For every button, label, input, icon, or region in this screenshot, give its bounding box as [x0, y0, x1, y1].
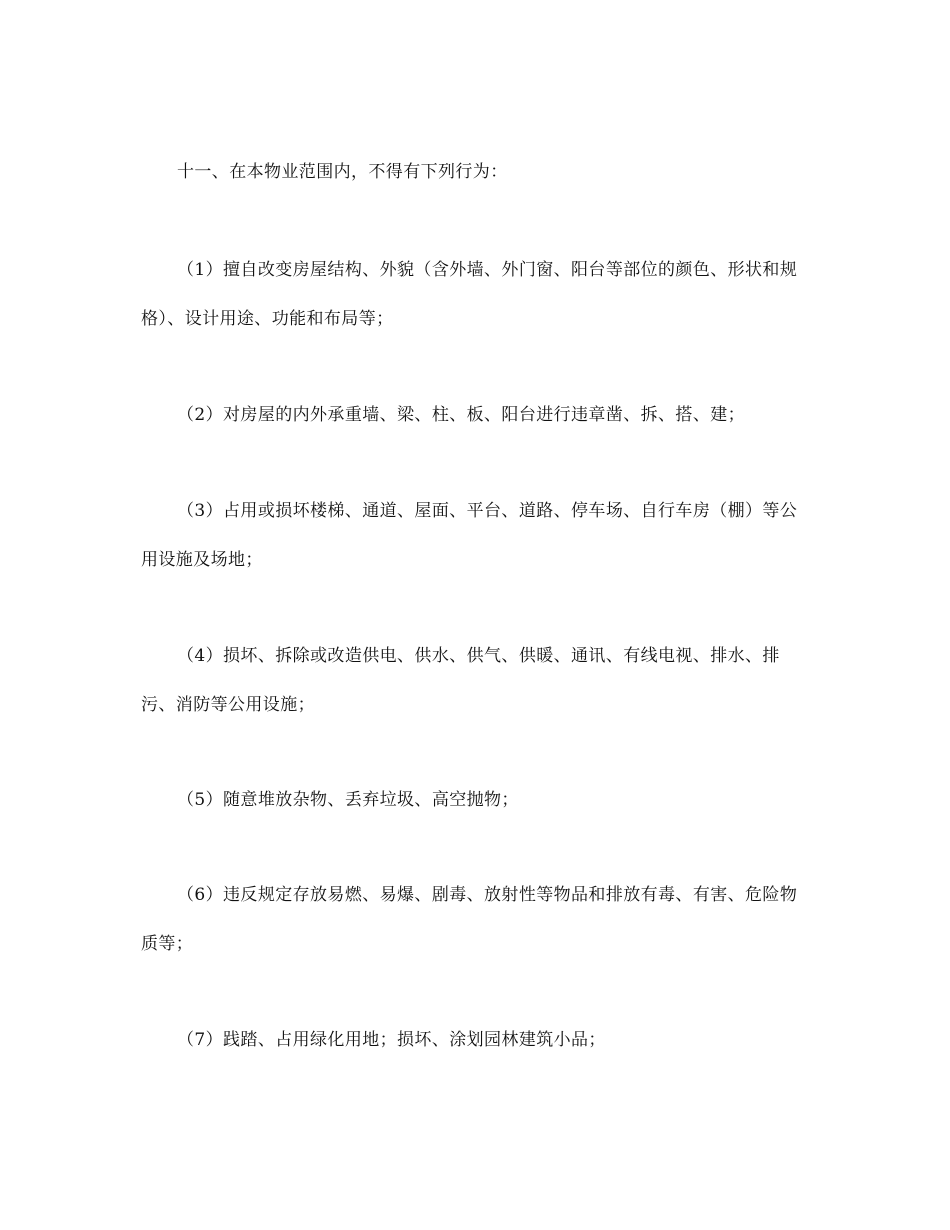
- list-item: （6）违反规定存放易燃、易爆、剧毒、放射性等物品和排放有毒、有害、危险物质等；: [141, 885, 798, 954]
- list-item: （5）随意堆放杂物、丢弃垃圾、高空抛物；: [177, 790, 519, 810]
- list-item: （7）践踏、占用绿化用地；损坏、涂划园林建筑小品；: [177, 1030, 606, 1050]
- list-item: （3）占用或损坏楼梯、通道、屋面、平台、道路、停车场、自行车房（棚）等公用设施及场地；: [141, 501, 798, 570]
- list-item: （4）损坏、拆除或改造供电、供水、供气、供暖、通讯、有线电视、排水、排污、消防等公用设施；: [141, 646, 780, 715]
- list-item: （1）擅自改变房屋结构、外貌（含外墙、外门窗、阳台等部位的颜色、形状和规格）、设计用途、功能和布局等；: [141, 260, 798, 329]
- section-heading: 十一、在本物业范围内，不得有下列行为：: [177, 162, 508, 182]
- list-item: （2）对房屋的内外承重墙、梁、柱、板、阳台进行违章凿、拆、搭、建；: [177, 405, 746, 425]
